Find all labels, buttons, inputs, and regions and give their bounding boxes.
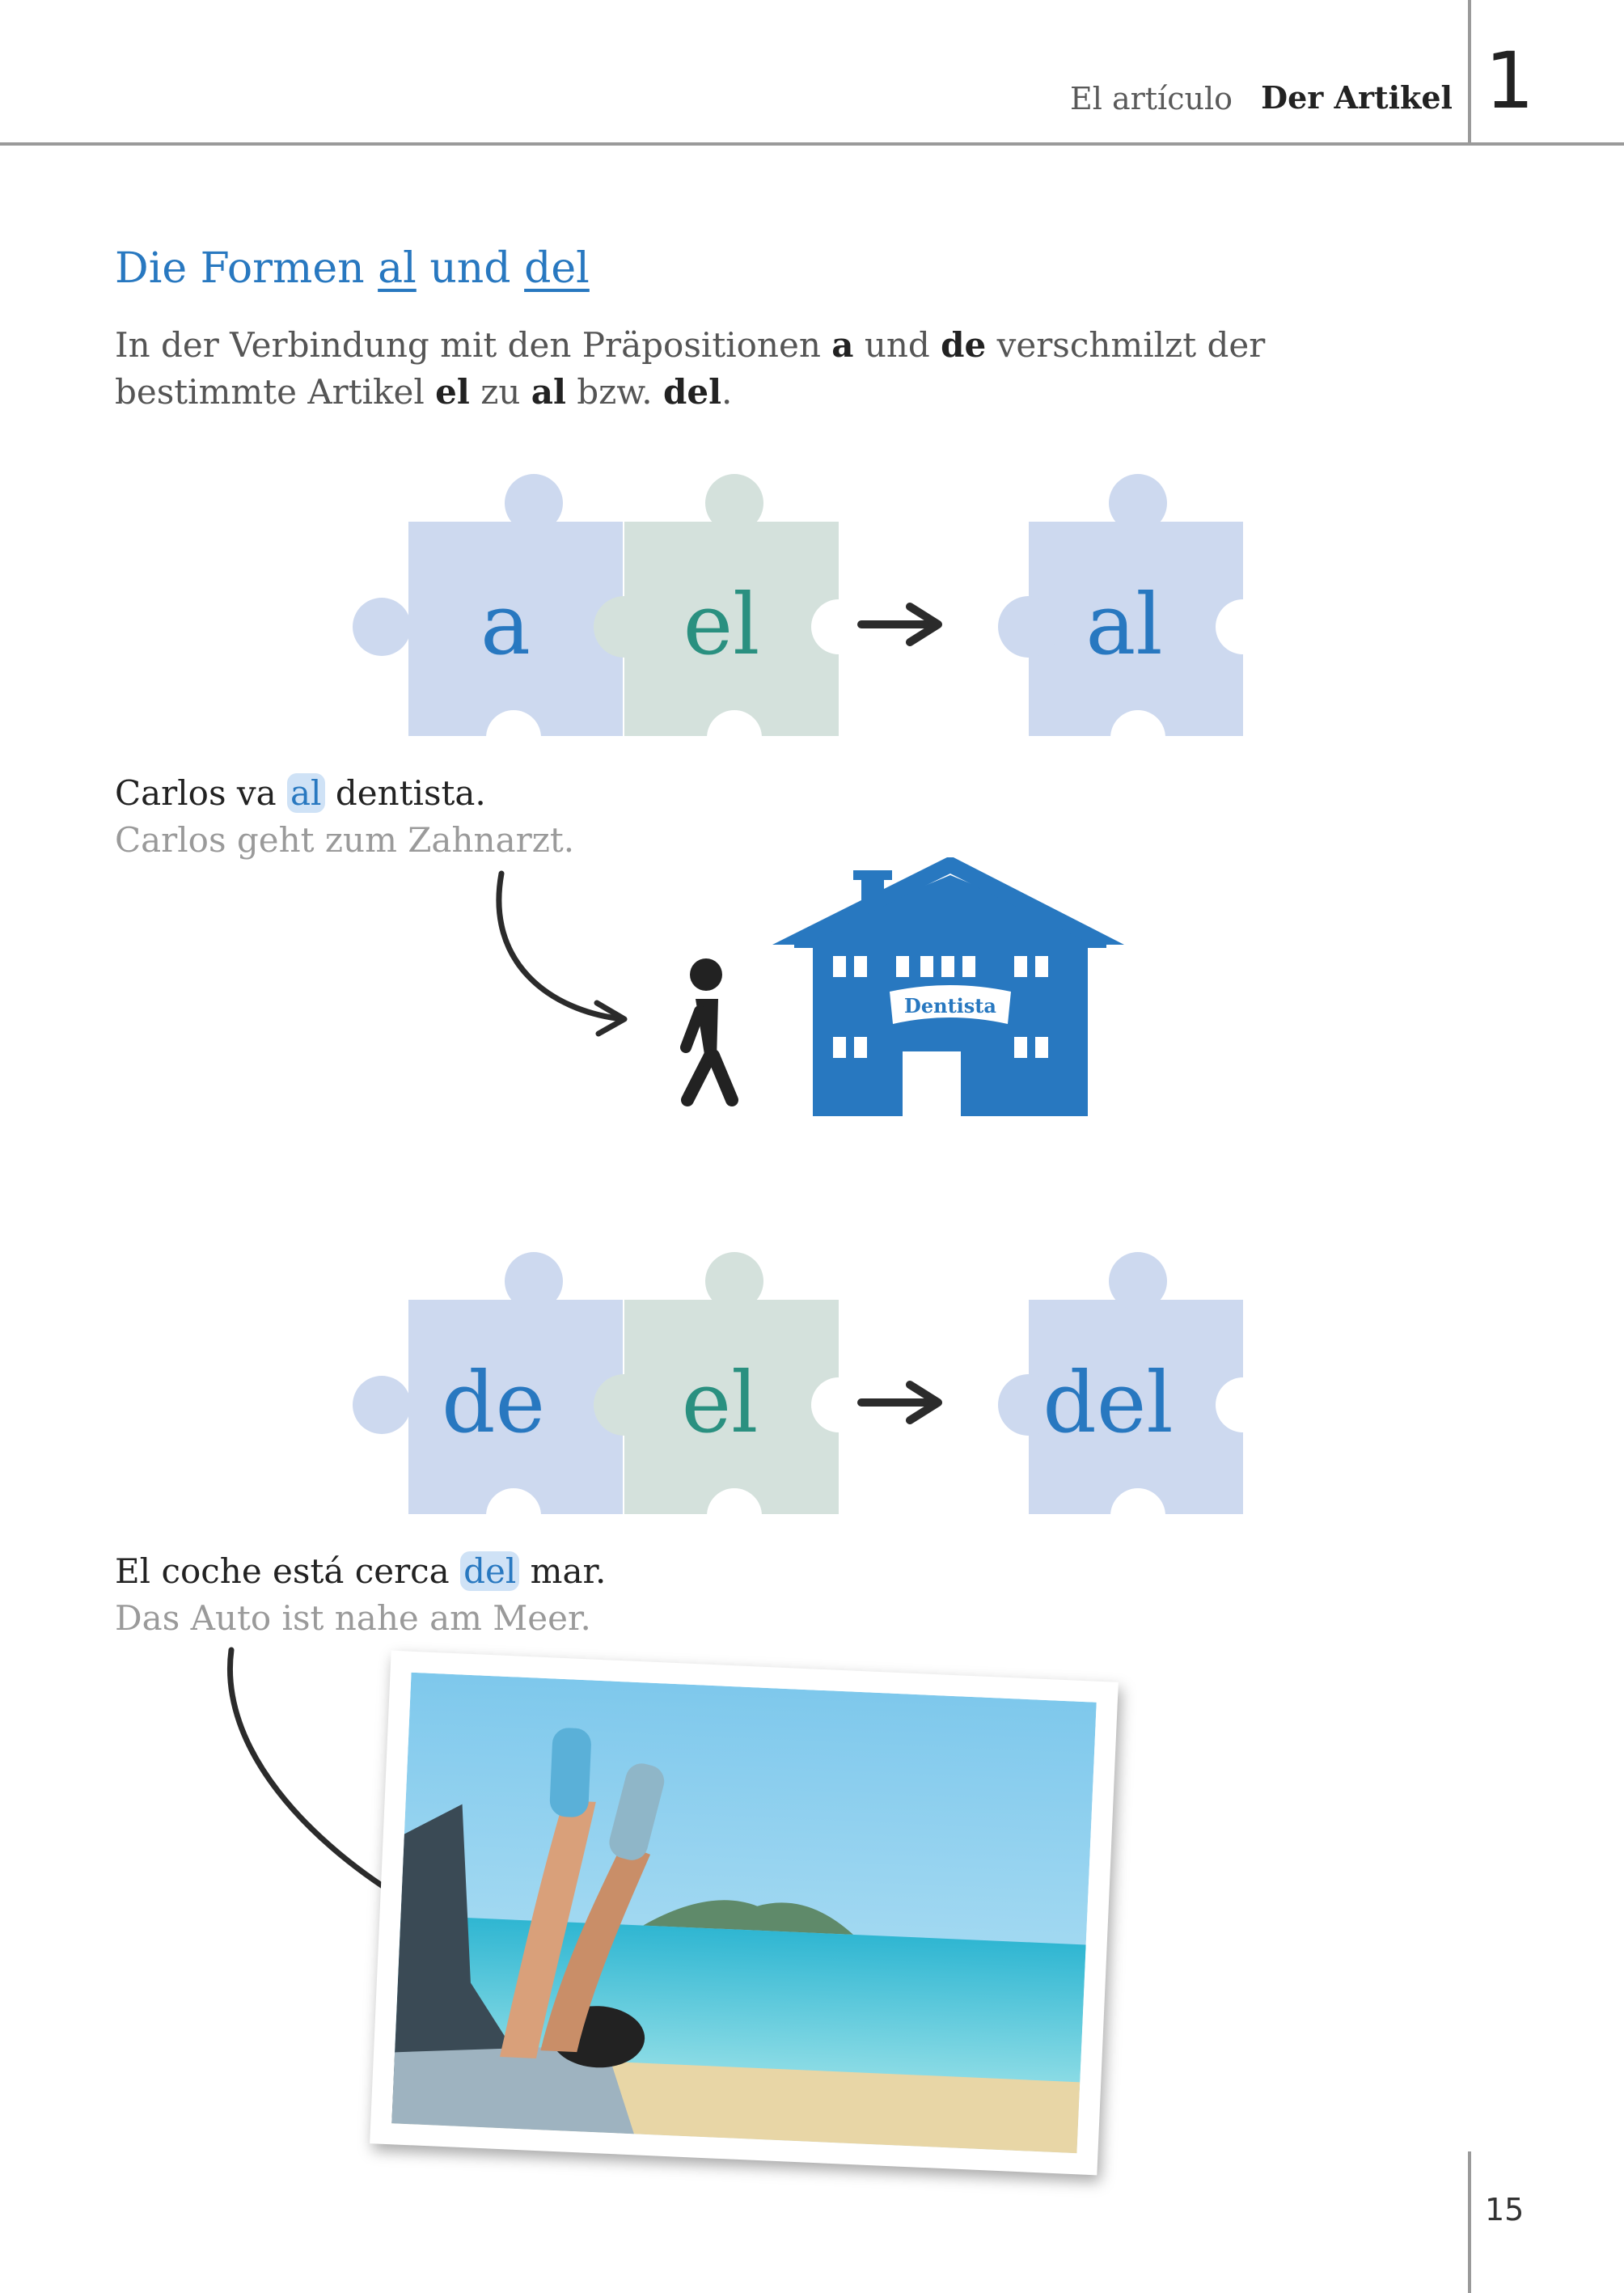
beach-photo bbox=[370, 1651, 1119, 2176]
example1-after: dentista. bbox=[335, 773, 486, 813]
intro-text-3: verschmilzt der bestimmte Artikel bbox=[115, 325, 1266, 412]
footer-divider-vertical bbox=[1468, 2151, 1471, 2293]
intro-text-1: In der Verbindung mit den Präpositionen bbox=[115, 325, 821, 365]
dentist-sign-label: Dentista bbox=[904, 994, 996, 1017]
puzzle-label-a: a bbox=[480, 575, 531, 674]
example1-before: Carlos va bbox=[115, 773, 277, 813]
puzzle-label-al: al bbox=[1085, 575, 1163, 674]
intro-bold-el: el bbox=[435, 372, 470, 412]
intro-bold-al: al bbox=[531, 372, 566, 412]
chapter-title-german: Der Artikel bbox=[1261, 79, 1453, 116]
puzzle-piece-middle bbox=[594, 1252, 866, 1522]
intro-bold-del: del bbox=[663, 372, 722, 412]
title-prefix: Die Formen bbox=[115, 244, 365, 293]
example2-before: El coche está cerca bbox=[115, 1551, 450, 1591]
example2-highlight: del bbox=[460, 1551, 519, 1591]
puzzle-diagram-del bbox=[340, 1231, 1254, 1522]
example-translation-1: Carlos geht zum Zahnarzt. bbox=[115, 820, 575, 860]
header-divider-vertical bbox=[1468, 0, 1471, 142]
intro-text-4: zu bbox=[480, 372, 521, 412]
example-sentence-2 bbox=[115, 1551, 606, 1591]
puzzle-piece-left bbox=[353, 1252, 623, 1522]
chapter-title-spanish: El artículo bbox=[1069, 81, 1233, 116]
puzzle-piece-middle bbox=[594, 474, 866, 744]
walking-person-icon bbox=[686, 958, 732, 1100]
example-sentence-1 bbox=[115, 773, 486, 813]
chapter-number: 1 bbox=[1485, 36, 1535, 126]
title-al: al bbox=[378, 244, 417, 293]
intro-text-5: bzw. bbox=[577, 372, 653, 412]
puzzle-label-del: del bbox=[1042, 1353, 1174, 1452]
example-translation-2: Das Auto ist nahe am Meer. bbox=[115, 1598, 591, 1638]
intro-bold-a: a bbox=[831, 325, 854, 365]
puzzle-label-de: de bbox=[441, 1353, 546, 1452]
puzzle-label-el: el bbox=[683, 575, 760, 674]
dentist-illustration bbox=[453, 857, 1140, 1132]
curved-arrow-icon bbox=[499, 874, 624, 1034]
example1-highlight: al bbox=[287, 773, 324, 813]
arrow-icon bbox=[861, 1385, 938, 1420]
dentist-house-icon bbox=[772, 857, 1124, 1116]
intro-text-6: . bbox=[721, 372, 733, 412]
title-mid: und bbox=[429, 244, 511, 293]
puzzle-piece-result bbox=[998, 474, 1254, 744]
intro-paragraph bbox=[115, 322, 1425, 416]
title-del: del bbox=[524, 244, 590, 293]
beach-car-photo-image bbox=[391, 1673, 1097, 2153]
header-rule bbox=[0, 142, 1624, 146]
puzzle-piece-left bbox=[353, 474, 623, 744]
example2-after: mar. bbox=[530, 1551, 607, 1591]
puzzle-piece-result bbox=[998, 1252, 1254, 1522]
section-title bbox=[115, 244, 590, 293]
puzzle-diagram-al bbox=[340, 453, 1254, 744]
page-number: 15 bbox=[1485, 2192, 1525, 2227]
intro-text-2: und bbox=[864, 325, 930, 365]
arrow-icon bbox=[861, 607, 938, 642]
puzzle-label-el: el bbox=[681, 1353, 759, 1452]
intro-bold-de: de bbox=[941, 325, 987, 365]
